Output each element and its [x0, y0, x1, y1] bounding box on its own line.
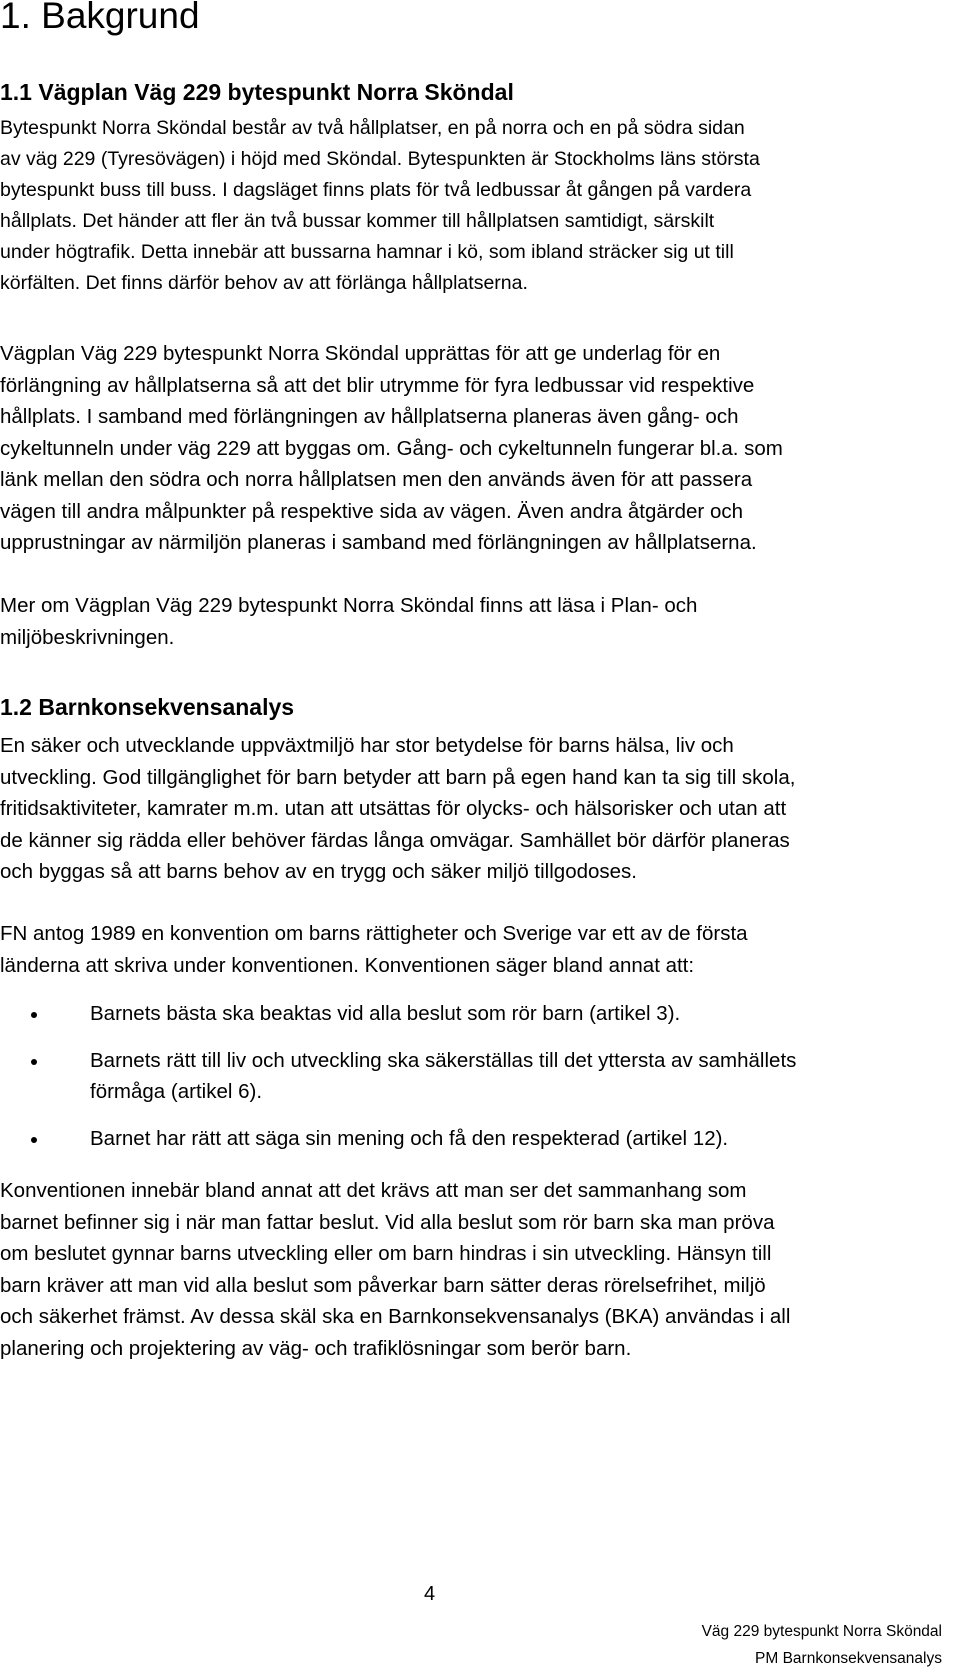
list-item	[0, 998, 940, 1030]
chapter-heading: 1. Bakgrund	[0, 0, 200, 36]
text-line: körfälten. Det finns därför behov av att förlänga hållplatserna.	[0, 272, 528, 294]
paragraph-1-1-a	[0, 113, 940, 299]
text-line: de känner sig rädda eller behöver färdas långa omvägar. Samhället bör därför planeras	[0, 828, 790, 852]
paragraph-1-1-c	[0, 590, 940, 653]
section-heading-1-2: 1.2 Barnkonsekvensanalys	[0, 694, 295, 720]
text-line: vägen till andra målpunkter på respektive sida av vägen. Även andra åtgärder och	[0, 499, 744, 523]
text-line: om beslutet gynnar barns utveckling eller om barn hindras i sin utveckling. Hänsyn till	[0, 1242, 772, 1265]
text-line: miljöbeskrivningen.	[0, 625, 175, 649]
text-line: Konventionen innebär bland annat att det krävs att man ser det sammanhang som	[0, 1179, 747, 1202]
text-line: planering och projektering av väg- och trafiklösningar som berör barn.	[0, 1336, 632, 1360]
text-line: hållplats. I samband med förlängningen av hållplatserna planeras även gång- och	[0, 405, 739, 428]
text-line: Barnet har rätt att säga sin mening och få den respekterad (artikel 12).	[90, 1126, 729, 1150]
text-line: av väg 229 (Tyresövägen) i höjd med Sköndal. Bytespunkten är Stockholms läns största	[0, 148, 760, 170]
convention-bullet-list	[0, 998, 940, 1169]
text-line: förmåga (artikel 6).	[90, 1080, 263, 1103]
list-item	[0, 1045, 940, 1108]
text-line: länderna att skriva under konventionen. Konventionen säger bland annat att:	[0, 953, 695, 977]
text-line: hållplats. Det händer att fler än två bussar kommer till hållplatsen samtidigt, särskilt	[0, 210, 715, 232]
text-line: bytespunkt buss till buss. I dagsläget finns plats för två ledbussar åt gången på vardera	[0, 179, 752, 201]
text-line: upprustningar av närmiljön planeras i samband med förlängningen av hållplatserna.	[0, 531, 757, 554]
text-line: cykeltunneln under väg 229 att byggas om. Gång- och cykeltunneln fungerar bl.a. som	[0, 436, 783, 460]
text-line: Vägplan Väg 229 bytespunkt Norra Sköndal upprättas för att ge underlag för en	[0, 342, 721, 365]
paragraph-1-2-closing	[0, 1175, 940, 1364]
text-line: Mer om Vägplan Väg 229 bytespunkt Norra Sköndal finns att läsa i Plan- och	[0, 594, 698, 617]
page-footer	[702, 1618, 942, 1672]
paragraph-1-2-a	[0, 730, 940, 888]
text-line: och byggas så att barns behov av en trygg och säker miljö tillgodoses.	[0, 860, 637, 883]
bullet-dot-icon	[31, 1059, 37, 1065]
section-heading-1-1: 1.1 Vägplan Väg 229 bytespunkt Norra Sköndal	[0, 79, 514, 105]
text-line: barn kräver att man vid alla beslut som påverkar barn sätter deras rörelsefrihet, miljö	[0, 1273, 766, 1297]
text-line: Barnets rätt till liv och utveckling ska säkerställas till det yttersta av samhällets	[90, 1048, 797, 1072]
text-line: förlängning av hållplatserna så att det blir utrymme för fyra ledbussar vid respektive	[0, 373, 755, 397]
text-line: barnet befinner sig i när man fattar beslut. Vid alla beslut som rör barn ska man pröva	[0, 1210, 775, 1234]
text-line: En säker och utvecklande uppväxtmiljö har stor betydelse för barns hälsa, liv och	[0, 734, 734, 757]
paragraph-1-2-b	[0, 918, 940, 981]
footer-project-title: Väg 229 bytespunkt Norra Sköndal	[701, 1623, 942, 1640]
bullet-dot-icon	[31, 1012, 37, 1018]
text-line: Barnets bästa ska beaktas vid alla beslut som rör barn (artikel 3).	[90, 1002, 681, 1025]
text-line: under högtrafik. Detta innebär att bussarna hamnar i kö, som ibland sträcker sig ut till	[0, 241, 734, 263]
footer-document-title: PM Barnkonsekvensanalys	[755, 1650, 942, 1667]
page-number: 4	[424, 1583, 436, 1605]
list-item	[0, 1123, 940, 1155]
paragraph-1-1-b	[0, 338, 940, 559]
text-line: FN antog 1989 en konvention om barns rättigheter och Sverige var ett av de första	[0, 922, 748, 945]
text-line: fritidsaktiviteter, kamrater m.m. utan att utsättas för olycks- och hälsorisker och utan att	[0, 797, 787, 820]
text-line: länk mellan den södra och norra hållplatsen men den används även för att passera	[0, 468, 753, 491]
text-line: och säkerhet främst. Av dessa skäl ska en Barnkonsekvensanalys (BKA) användas i all	[0, 1305, 791, 1328]
bullet-dot-icon	[31, 1137, 37, 1143]
text-line: Bytespunkt Norra Sköndal består av två hållplatser, en på norra och en på södra sidan	[0, 117, 745, 139]
text-line: utveckling. God tillgänglighet för barn betyder att barn på egen hand kan ta sig till skola,	[0, 765, 796, 789]
